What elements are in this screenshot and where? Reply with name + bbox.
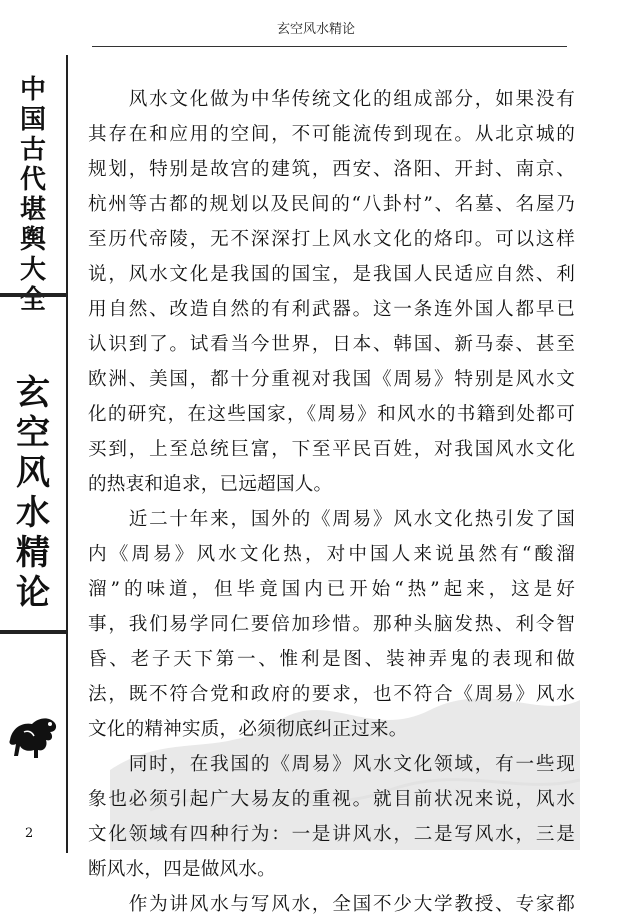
book-title-char: 水: [16, 493, 50, 533]
paragraph-line: 欧洲、美国，都十分重视对我国《周易》特别是风水文: [88, 369, 575, 390]
series-char: 代: [19, 165, 46, 195]
book-title-char: 空: [16, 413, 50, 453]
spine-divider: [0, 293, 66, 297]
book-title-char: 论: [16, 573, 50, 613]
paragraph-line: 规划，特别是故宫的建筑，西安、洛阳、开封、南京、: [88, 159, 575, 180]
paragraph-line: 的热衷和追求，已远超国人。: [88, 474, 333, 495]
book-title-char: 玄: [16, 373, 50, 413]
paragraph-line: 事，我们易学同仁要倍加珍惜。那种头脑发热、利令智: [88, 614, 575, 635]
paragraph-line: 法，既不符合党和政府的要求，也不符合《周易》风水: [88, 684, 575, 705]
paragraph-line: 文化领域有四种行为：一是讲风水，二是写风水，三是: [88, 824, 575, 845]
paragraph-line: 内《周易》风水文化热，对中国人来说虽然有“酸溜: [88, 544, 575, 565]
series-char: 古: [19, 135, 46, 165]
paragraph-line: 断风水，四是做风水。: [88, 859, 276, 880]
series-char: 全: [19, 285, 46, 315]
running-header-title: 玄空风水精论: [276, 22, 355, 37]
paragraph-line: 昏、老子天下第一、惟利是图、装神弄鬼的表现和做: [88, 649, 575, 670]
spine-rule: [66, 55, 68, 853]
paragraph-line: 其存在和应用的空间，不可能流传到现在。从北京城的: [88, 124, 575, 145]
paragraph-line: 杭州等古都的规划以及民间的“八卦村”、名墓、名屋乃: [88, 194, 575, 215]
book-title-char: 精: [16, 533, 50, 573]
paragraph-line: 文化的精神实质，必须彻底纠正过来。: [88, 719, 408, 740]
body-text: [88, 82, 575, 922]
paragraph-line: 同时，在我国的《周易》风水文化领域，有一些现: [88, 754, 575, 775]
paragraph-line: 近二十年来，国外的《周易》风水文化热引发了国: [88, 509, 575, 530]
paragraph-line: 用自然、改造自然的有利武器。这一条连外国人都早已: [88, 299, 575, 320]
paragraph-line: 风水文化做为中华传统文化的组成部分，如果没有: [88, 89, 575, 110]
book-title: [0, 373, 66, 613]
left-spine: [0, 55, 68, 853]
paragraph-line: 作为讲风水与写风水，全国不少大学教授、专家都: [88, 894, 575, 915]
series-title: [0, 75, 66, 315]
paragraph-line: 溜”的味道，但毕竟国内已开始“热”起来，这是好: [88, 579, 575, 600]
paragraph-line: 认识到了。试看当今世界，日本、韩国、新马泰、甚至: [88, 334, 575, 355]
book-title-char: 风: [16, 453, 50, 493]
paragraph-line: 化的研究，在这些国家，《周易》和风水的书籍到处都可: [88, 404, 575, 425]
spine-divider: [0, 630, 66, 634]
series-char: 大: [19, 255, 46, 285]
series-char: 堪: [19, 195, 46, 225]
page-number: 2: [25, 826, 34, 841]
series-char: 国: [19, 105, 46, 135]
paragraph-line: 象也必须引起广大易友的重视。就目前状况来说，风水: [88, 789, 575, 810]
series-char: 中: [19, 75, 46, 105]
series-char: 舆: [19, 225, 46, 255]
paragraph-line: 至历代帝陵，无不深深打上风水文化的烙印。可以这样: [88, 229, 575, 250]
mythical-beast-emblem-icon: [4, 710, 62, 760]
header-rule: [92, 46, 567, 47]
paragraph-line: 买到，上至总统巨富，下至平民百姓，对我国风水文化: [88, 439, 575, 460]
paragraph-line: 说，风水文化是我国的国宝，是我国人民适应自然、利: [88, 264, 575, 285]
